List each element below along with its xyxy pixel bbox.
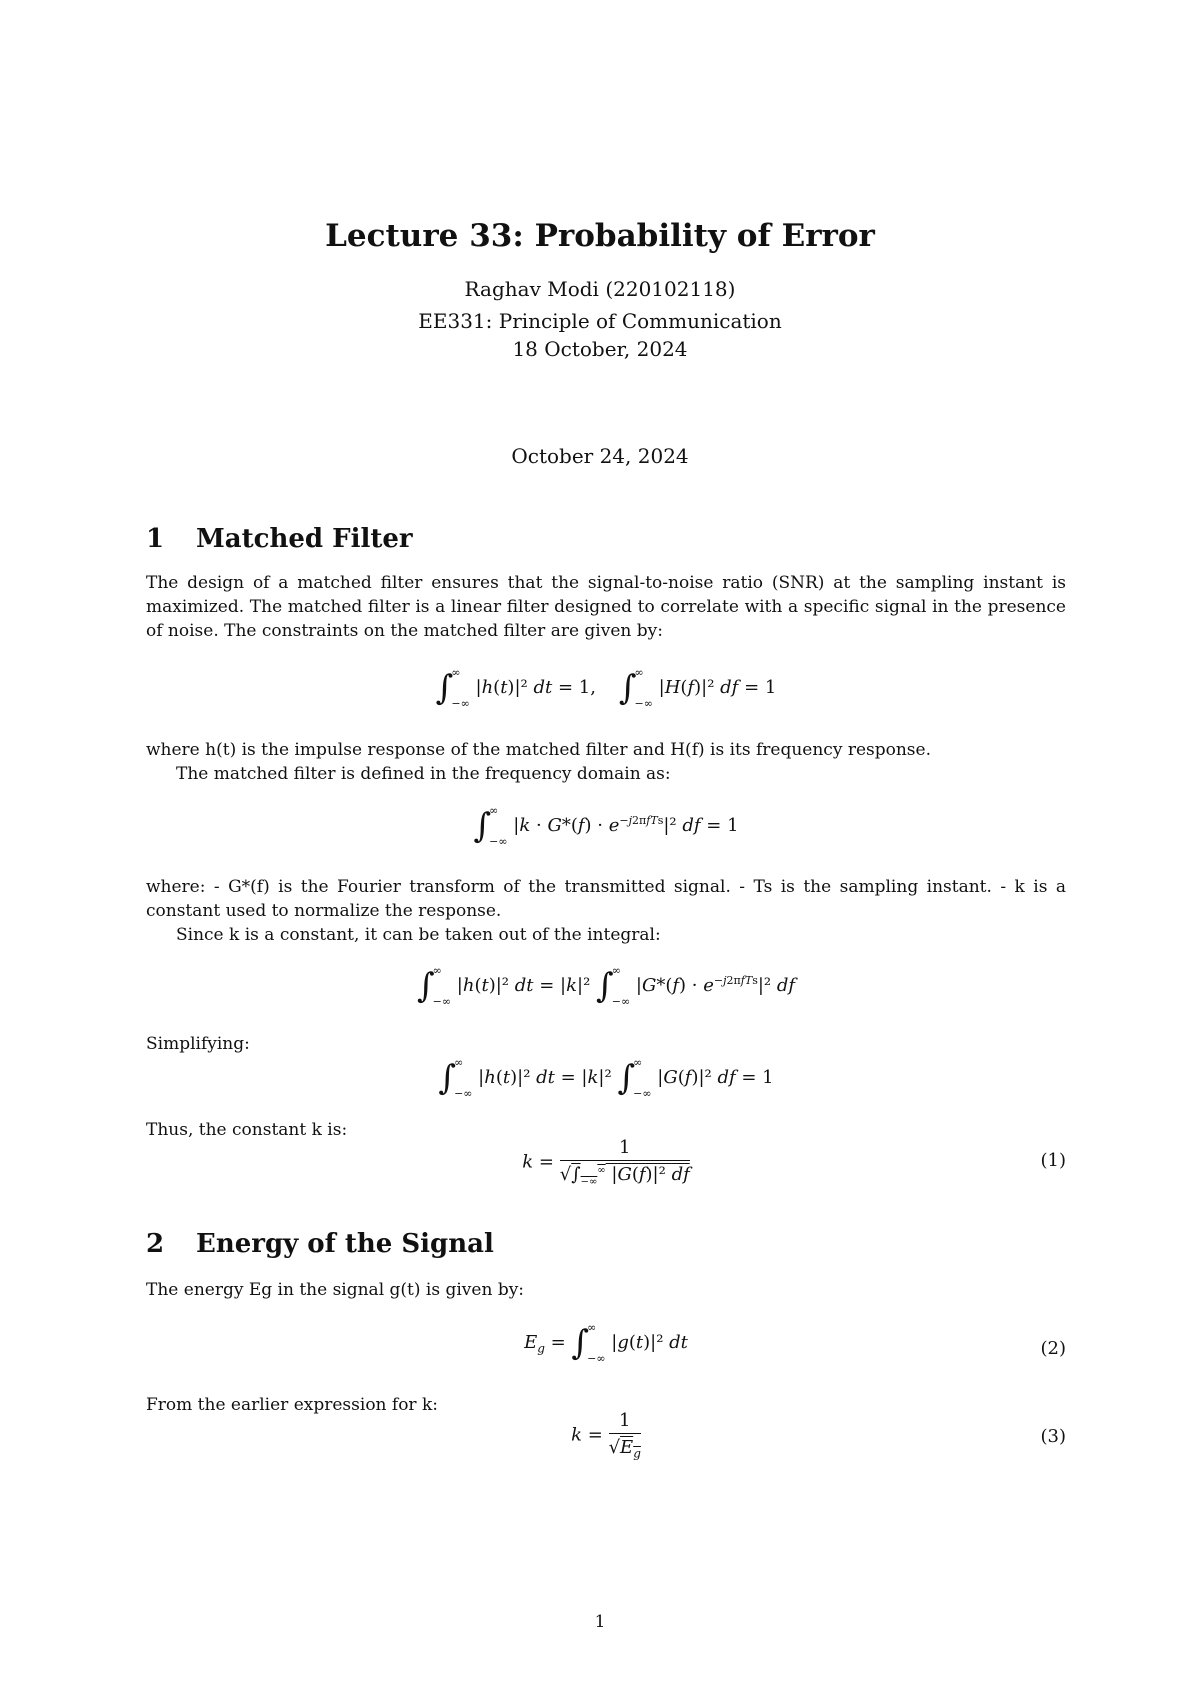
equation-2: $E_g$ = ∫ ∞ −∞ |g(t)|² dt [524, 1321, 688, 1365]
equation-3-label: (3) [1040, 1426, 1066, 1447]
paragraph-where-list: where: - G*(f) is the Fourier transform of the transmitted signal. - Ts is the sampling instant. - k is a constant used to normalize the response. [146, 877, 1066, 921]
course-line: EE331: Principle of Communication [418, 309, 782, 333]
paper-title: Lecture 33: Probability of Error [325, 218, 875, 254]
author-line: Raghav Modi (220102118) [464, 277, 736, 301]
section-number: 1 [146, 524, 165, 554]
equation-since-k: ∫ ∞ −∞ |h(t)|² dt = |k|² ∫ ∞ −∞ $|G*(f) \cdot e^{-j2\pi fTs}|^2$ df [416, 964, 796, 1008]
paragraph-simplifying: Simplifying: [146, 1034, 250, 1054]
section-number: 2 [146, 1229, 165, 1259]
equation-2-label: (2) [1040, 1338, 1066, 1359]
equation-3: k = $\frac{1}{√E_g}$ [571, 1410, 641, 1461]
paragraph-energy: The energy Eg in the signal g(t) is given by: [146, 1280, 525, 1300]
paragraph-where-h: where h(t) is the impulse response of the matched filter and H(f) is its frequency response. [146, 740, 931, 760]
paragraph-thus: Thus, the constant k is: [146, 1120, 348, 1140]
section-title: Matched Filter [196, 524, 413, 554]
section-2-heading [146, 1229, 494, 1259]
paragraph-intro: The design of a matched filter ensures that the signal-to-noise ratio (SNR) at the sampling instant is maximized. The matched filter is a linear filter designed to correlate with a specific signal in the presence of noise. The constraints on the matched filter are given by: [146, 573, 1066, 641]
equation-constraints: ∫ ∞ −∞ |h(t)|² dt = 1, ∫ ∞ −∞ |H(f)|² df = 1 [435, 666, 777, 710]
paragraph-from-earlier: From the earlier expression for k: [146, 1395, 438, 1415]
page-number: 1 [594, 1612, 606, 1632]
document-date: October 24, 2024 [511, 444, 689, 468]
equation-1: k = $\frac{1}{√\int_{-\infty}^\infty |G(f)|^2 df}$ [522, 1137, 690, 1188]
lecture-date: 18 October, 2024 [512, 337, 688, 361]
equation-1-label: (1) [1040, 1150, 1066, 1171]
section-1-heading [146, 524, 413, 554]
paragraph-since-k: Since k is a constant, it can be taken out of the integral: [176, 925, 661, 945]
equation-frequency-domain: ∫ ∞ −∞ $|k \cdot G*(f) \cdot e^{-j2\pi fTs}|^2$ df = 1 [473, 804, 739, 848]
section-title: Energy of the Signal [196, 1229, 494, 1259]
equation-simplified: ∫ ∞ −∞ |h(t)|² dt = |k|² ∫ ∞ −∞ |G(f)|² df = 1 [438, 1056, 774, 1100]
paragraph-freq-domain: The matched filter is defined in the frequency domain as: [176, 764, 671, 784]
